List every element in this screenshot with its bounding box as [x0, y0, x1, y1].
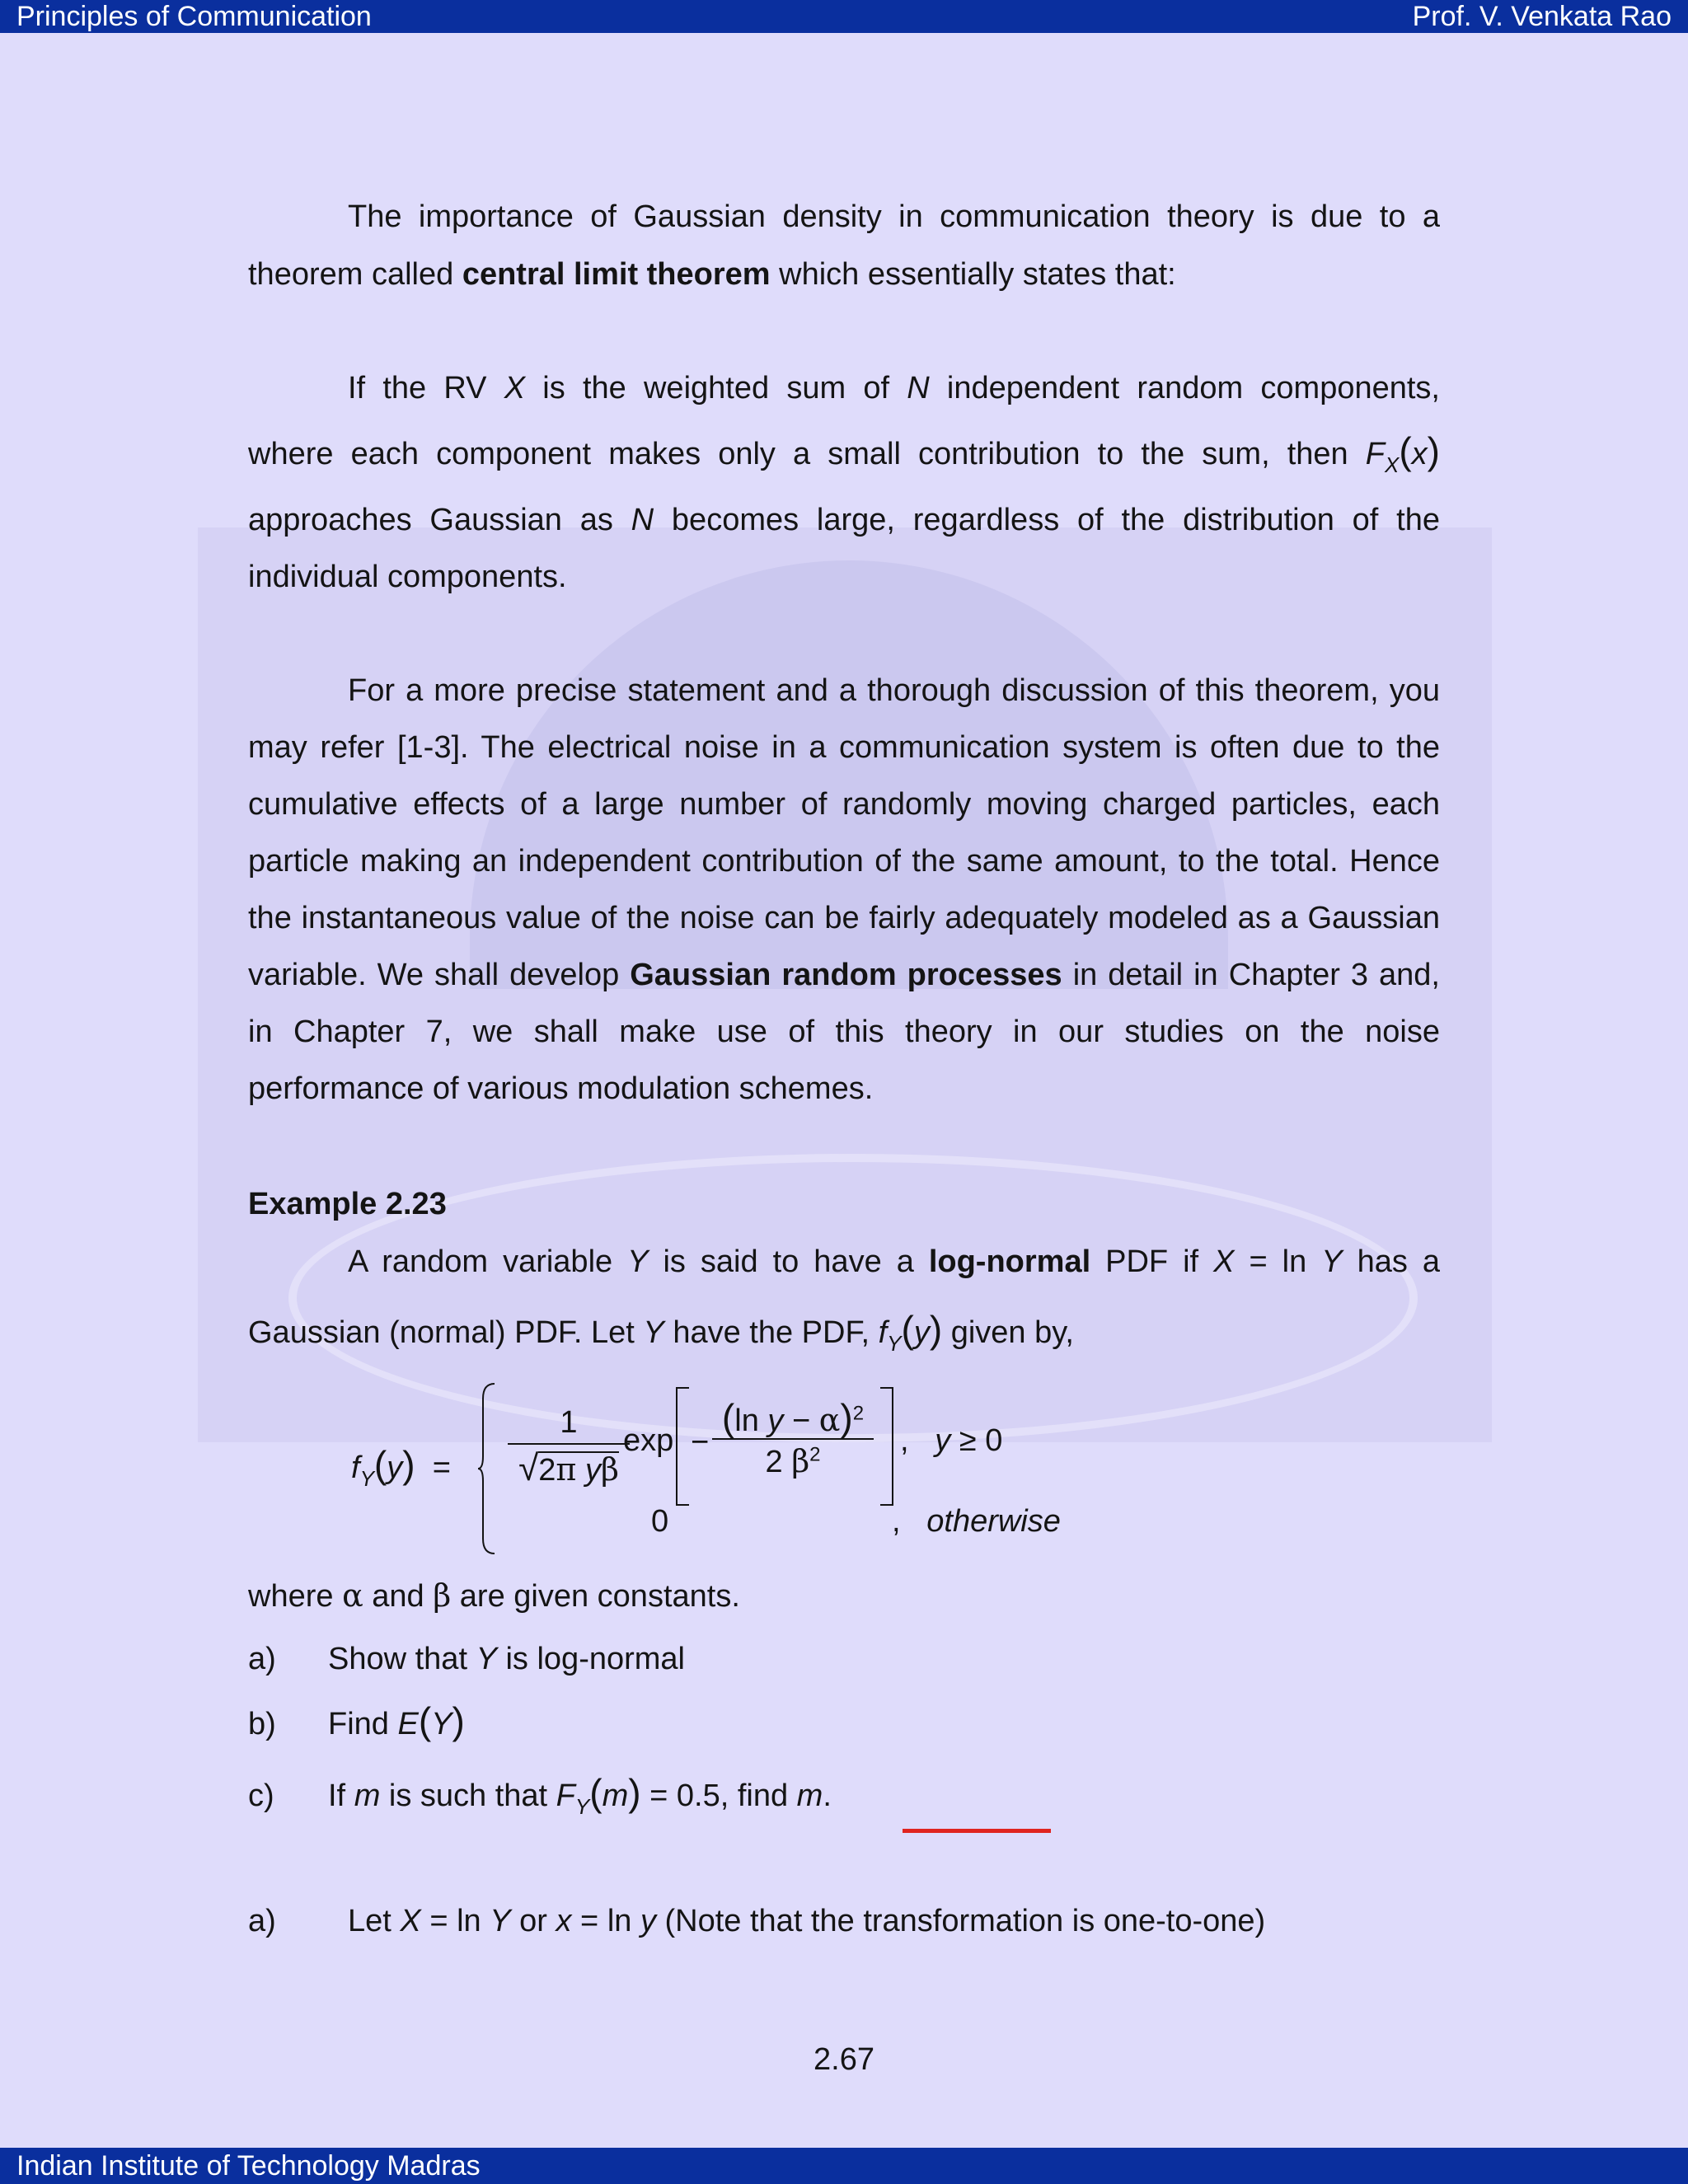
- example-line1: A random variable Y is said to have a log-normal PDF if X = ln Y has a: [348, 1244, 1440, 1279]
- left-bracket: [676, 1387, 689, 1506]
- page-number: 2.67: [814, 2042, 874, 2077]
- example-title: Example 2.23: [248, 1187, 447, 1221]
- fraction-exponent: (ln y − α)$^2$ 2 $\beta^2$: [712, 1395, 874, 1480]
- header-author: Prof. V. Venkata Rao: [1412, 1, 1672, 32]
- condition-otherwise: , otherwise: [892, 1504, 1061, 1539]
- fraction-normalizer: 1 √2π yβ: [508, 1405, 630, 1489]
- para2-line1: If the RV X is the weighted sum of N independent random components,: [348, 371, 1440, 405]
- para2-line3: approaches Gaussian as N becomes large, regardless of the distribution of the: [248, 503, 1440, 537]
- question-b: b) Find E(Y): [248, 1699, 465, 1742]
- para1-line2: theorem called central limit theorem which essentially states that:: [248, 257, 1176, 292]
- footer-bar: [0, 2148, 1688, 2184]
- header-course-title: Principles of Communication: [16, 1, 372, 32]
- red-underline-mark: [903, 1829, 1051, 1833]
- para2-line2: where each component makes only a small contribution to the sum, then $F_X(x)$: [248, 429, 1440, 477]
- where-line: where α and β are given constants.: [248, 1577, 740, 1614]
- exp-label: exp: [623, 1423, 674, 1458]
- left-brace-icon: [476, 1382, 498, 1555]
- term-gaussian-random-processes: Gaussian random processes: [630, 958, 1062, 992]
- term-central-limit-theorem: central limit theorem: [462, 257, 771, 292]
- para2-line4: individual components.: [248, 560, 567, 594]
- right-bracket: [880, 1387, 893, 1506]
- question-c: c) If m is such that $F_Y(m) = 0.5$, find m.: [248, 1771, 832, 1819]
- question-a: a) Show that Y is log-normal: [248, 1642, 685, 1676]
- para3: For a more precise statement and a thorough discussion of this theorem, you may refer [1-3]. The electrical noise in a communication system is often due to the cumulative effects of a large number of randomly moving charged particles, each particle making an independent contribution of the same amount, to the total. Hence the instantaneous value of the noise can be fairly adequately modeled as a Gaussian variable. We shall develop Gaussian random processes in detail in Chapter 3 and, in Chapter 7, we shall make use of this theory in our studies on the noise performance of various modulation schemes.: [248, 673, 1440, 1106]
- header-bar: [0, 0, 1688, 33]
- equation-lhs: $f_Y(y)$ =: [351, 1443, 451, 1491]
- otherwise-value: 0: [651, 1504, 669, 1539]
- pdf-equation: $f_Y(y)$ = 1 √2π yβ exp − (ln y − α)$^2$ 2 $\beta^2$ , y ≥ 0 0 , otherwise: [346, 1372, 1088, 1562]
- para1-line1: The importance of Gaussian density in communication theory is due to a: [348, 199, 1440, 234]
- solution-a: a) Let X = ln Y or x = ln y (Note that the transformation is one-to-one): [248, 1904, 1266, 1938]
- condition-first: , y ≥ 0: [900, 1423, 1003, 1458]
- footer-institution: Indian Institute of Technology Madras: [16, 2150, 481, 2182]
- example-line2: Gaussian (normal) PDF. Let Y have the PDF, $f_Y(y)$ given by,: [248, 1308, 1074, 1356]
